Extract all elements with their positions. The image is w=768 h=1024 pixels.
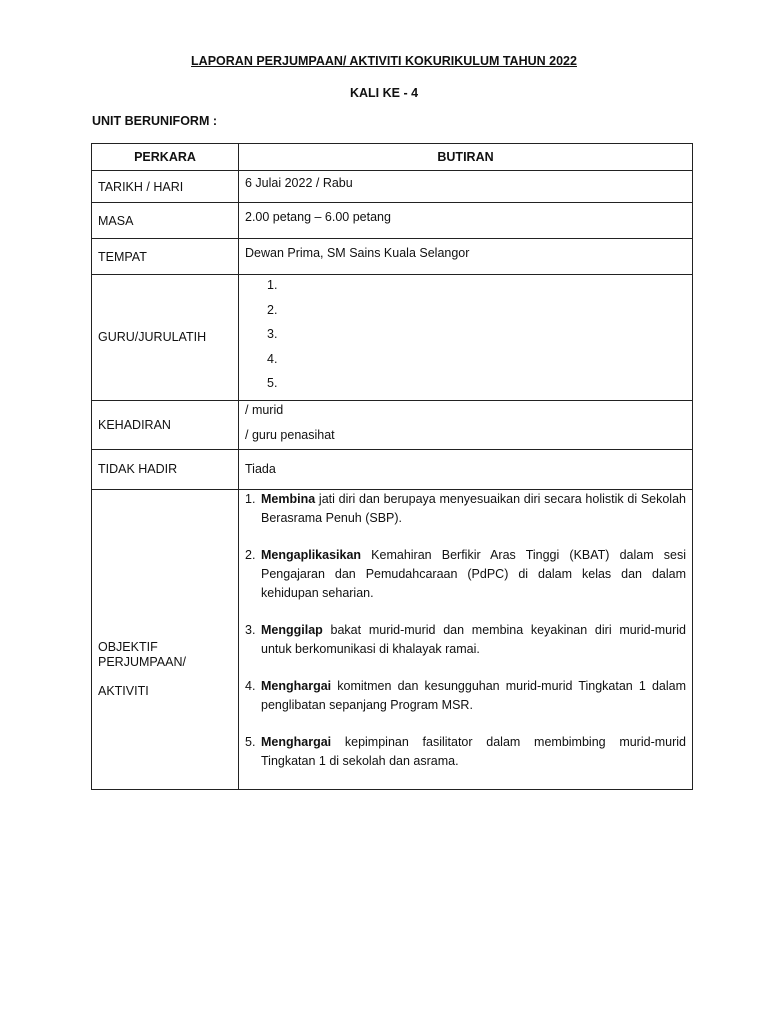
guru-item: 4. [267,351,278,366]
table-header-row [92,144,693,171]
objektif-text: jati diri dan berupaya menyesuaikan diri secara holistik di Sekolah Berasrama Penuh (SBP). [261,491,686,525]
guru-item: 5. [267,376,278,390]
kehadiran-value [239,400,693,449]
tempat-value: Dewan Prima, SM Sains Kuala Selangor [239,239,693,275]
objektif-text: Kemahiran Berfikir Aras Tinggi (KBAT) dalam sesi Pengajaran dan Pemudahcaraan (PdPC) di dalam kelas dan dalam kehidupan seharian. [261,547,686,600]
report-title-text: LAPORAN PERJUMPAAN/ AKTIVITI KOKURIKULUM TAHUN 2022 [191,54,577,68]
objektif-num: 1. [245,491,256,506]
header-perkara: PERKARA [92,144,239,171]
objektif-num: 3. [245,622,256,637]
row-tarikh [92,171,693,203]
masa-value: 2.00 petang – 6.00 petang [239,203,693,239]
guru-list [245,275,686,400]
row-tempat [92,239,693,275]
objektif-num: 4. [245,678,256,693]
tidak-hadir-label: TIDAK HADIR [92,449,239,489]
kehadiran-label: KEHADIRAN [92,400,239,449]
objektif-num: 2. [245,547,256,562]
report-table [91,143,693,790]
objektif-list [245,490,686,771]
objektif-num: 5. [245,734,256,749]
report-title [0,54,768,68]
objektif-text: kepimpinan fasilitator dalam membimbing murid-murid Tingkatan 1 di sekolah dan asrama. [261,734,686,768]
objektif-keyword: Membina [261,491,316,506]
guru-label: GURU/JURULATIH [92,275,239,401]
objektif-keyword: Menghargai [261,734,332,749]
objektif-keyword: Mengaplikasikan [261,547,362,562]
objektif-label-line2: PERJUMPAAN/ [98,654,186,669]
header-butiran: BUTIRAN [239,144,693,171]
row-tidak-hadir [92,449,693,489]
tempat-label: TEMPAT [92,239,239,275]
kehadiran-guru: / guru penasihat [245,427,335,442]
objektif-text: komitmen dan kesungguhan murid-murid Tingkatan 1 dalam penglibatan sepanjang Program MSR. [261,678,686,712]
objektif-item [245,621,686,659]
objektif-item [245,490,686,528]
objektif-keyword: Menggilap [261,622,323,637]
tarikh-value: 6 Julai 2022 / Rabu [239,171,693,203]
report-subtitle: KALI KE - 4 [349,86,419,100]
kehadiran-murid: / murid [245,402,284,417]
guru-item: 3. [267,327,278,341]
tarikh-label: TARIKH / HARI [92,171,239,203]
objektif-label-line3: AKTIVITI [98,683,149,698]
guru-item: 1. [267,278,278,292]
row-masa [92,203,693,239]
row-objektif [92,489,693,789]
objektif-label [92,489,239,789]
unit-label: UNIT BERUNIFORM : [92,114,217,128]
objektif-text: bakat murid-murid dan membina keyakinan diri murid-murid untuk berkomunikasi di khalayak ramai. [261,622,686,656]
objektif-label-line1: OBJEKTIF [98,639,158,654]
tidak-hadir-value: Tiada [239,449,693,489]
objektif-value [239,489,693,789]
objektif-keyword: Menghargai [261,678,332,693]
objektif-item [245,677,686,715]
objektif-item [245,733,686,771]
objektif-item [245,546,686,603]
guru-item: 2. [267,302,278,317]
row-kehadiran [92,400,693,449]
guru-value [239,275,693,401]
row-guru [92,275,693,401]
masa-label: MASA [92,203,239,239]
